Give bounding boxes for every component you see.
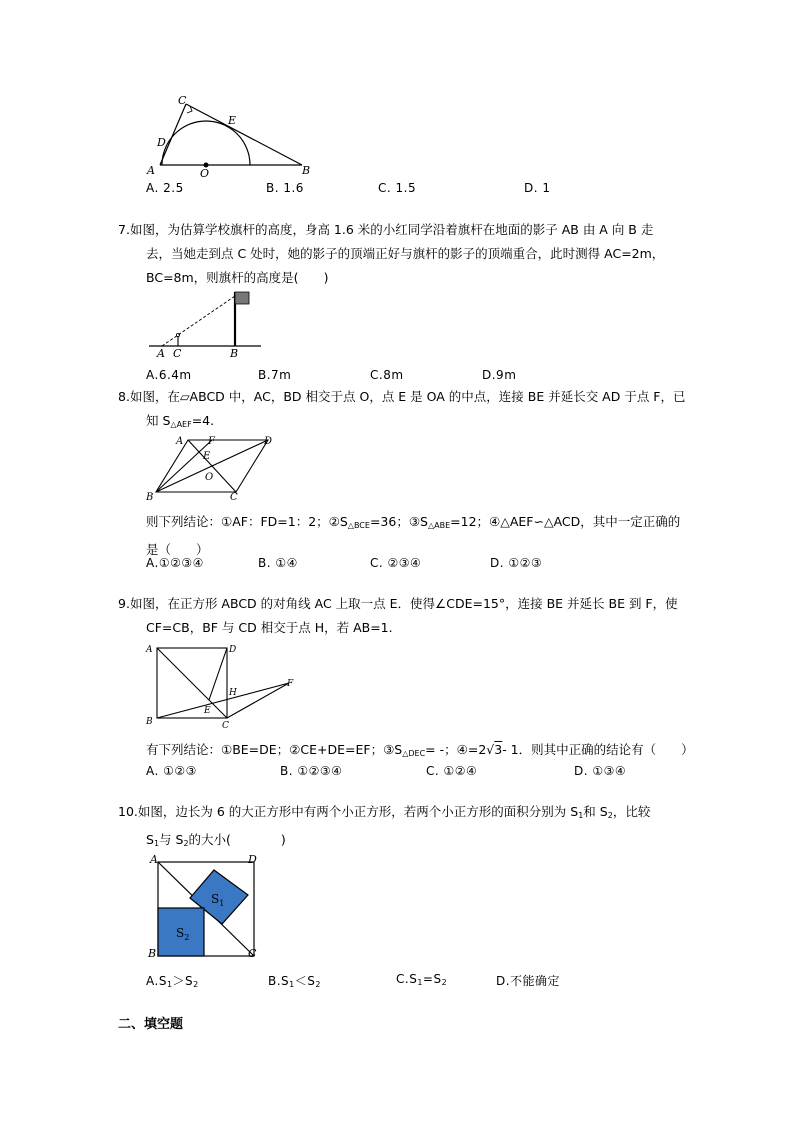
q7-text-line2: 去，当她走到点 C 处时，她的影子的顶端正好与旗杆的影子的顶端重合，此时测得 AC=2m，	[146, 246, 665, 261]
q8-text-line1: 如图，在▱ABCD 中，AC，BD 相交于点 O，点 E 是 OA 的中点，连接 BE 并延长交 AD 于点 F，已	[129, 389, 686, 404]
q9-label-d: D	[229, 645, 237, 655]
q9-number: 9.	[118, 596, 130, 611]
sqrt-icon: √	[486, 742, 495, 757]
q10-sub2: 2	[607, 811, 613, 820]
q8-subscript: △AEF	[170, 420, 192, 429]
q7-option-d[interactable]: D.9m	[482, 368, 517, 382]
q9-options	[146, 764, 666, 780]
q9-label-h: H	[229, 688, 237, 698]
q8-label-a: A	[176, 436, 184, 447]
q8-label-c: C	[230, 492, 238, 502]
q10-text-line2: S	[146, 832, 154, 847]
q9-text-line1: 如图，在正方形 ABCD 的对角线 AC 上取一点 E．使得∠CDE=15°，连接 BE 并延长 BE 到 F，使	[129, 596, 678, 611]
q7-options	[146, 368, 646, 384]
q8-label-f: F	[208, 436, 215, 447]
q8-label-e: E	[203, 451, 211, 462]
q6-option-d[interactable]: D. 1	[524, 181, 551, 195]
q8-conclusion-sub1: △BCE	[347, 521, 370, 530]
q8-conclusion-text3: =12；④△AEF∽△ACD，其中一定正确的	[450, 514, 681, 529]
q10-label-b: B	[148, 947, 157, 960]
q9-conclusion-text4: - 1．则其中正确的结论有（ ）	[502, 742, 694, 757]
q7-figure	[145, 288, 265, 360]
q10-option-d[interactable]: D.不能确定	[496, 974, 561, 988]
q10-text-line1: 如图，边长为 6 的大正方形中有两个小正方形，若两个小正方形的面积分别为 S	[137, 804, 579, 819]
q8-conclusion-line2: 是（ ）	[146, 542, 209, 557]
q10-line2-sub1: 1	[153, 839, 160, 848]
q10-label-c: C	[248, 947, 257, 960]
q9-option-d[interactable]: D. ①③④	[574, 764, 627, 778]
q10-label-s2: $S_2$	[176, 926, 190, 942]
q8-conclusions	[146, 510, 680, 562]
q8-option-d[interactable]: D. ①②③	[490, 556, 543, 570]
q8-conclusion-text: 则下列结论：①AF：FD=1：2；②S	[146, 514, 348, 529]
question-10	[118, 800, 650, 856]
q9-label-c: C	[222, 721, 229, 731]
q9-option-b[interactable]: B. ①②③④	[280, 764, 343, 778]
q6-label-e: E	[228, 114, 237, 127]
q10-label-d: D	[248, 853, 257, 866]
q8-text-line2-end: =4.	[191, 413, 215, 428]
q8-option-b[interactable]: B. ①④	[258, 556, 298, 570]
q7-number: 7.	[118, 222, 130, 237]
q6-label-c: C	[178, 94, 187, 107]
q9-label-b: B	[146, 717, 153, 727]
q8-label-d: D	[264, 436, 273, 447]
q7-text-line1: 如图，为估算学校旗杆的高度，身高 1.6 米的小红同学沿着旗杆在地面的影子 AB 由 A 向 B 走	[129, 222, 654, 237]
q6-label-a: A	[147, 164, 155, 177]
q6-label-d: D	[157, 136, 166, 149]
q9-conclusion-text: 有下列结论：①BE=DE；②CE+DE=EF；③S	[146, 742, 403, 757]
q7-label-a: A	[157, 347, 165, 360]
q9-conclusion-sub: △DEC	[402, 749, 426, 758]
q10-label-s1: $S_1$	[211, 892, 225, 908]
q7-text-line3: BC=8m，则旗杆的高度是( )	[146, 270, 329, 285]
q7-option-b[interactable]: B.7m	[258, 368, 292, 382]
q8-conclusion-text2: =36；③S	[369, 514, 428, 529]
q10-label-a: A	[150, 853, 158, 866]
q9-conclusion-text3: =2	[467, 742, 487, 757]
q10-text-end: ，比较	[612, 804, 651, 819]
q6-options	[146, 181, 646, 197]
q6-label-o: O	[200, 167, 210, 178]
q10-text-line2c: 的大小( )	[188, 832, 286, 847]
q10-option-a[interactable]: $A.S_1>S_2$	[146, 974, 199, 989]
q6-label-b: B	[302, 164, 311, 177]
q9-label-e: E	[204, 706, 211, 716]
q7-option-c[interactable]: C.8m	[370, 368, 404, 382]
q9-label-f: F	[287, 679, 294, 689]
question-9	[118, 592, 678, 640]
q10-options	[146, 972, 666, 988]
q10-option-c[interactable]: $C.S_1=S_2$	[396, 972, 448, 987]
q10-text-mid: 和 S	[583, 804, 608, 819]
q6-figure	[140, 92, 320, 178]
q8-label-b: B	[146, 492, 154, 502]
q9-label-a: A	[146, 645, 153, 655]
q9-figure	[143, 640, 303, 732]
q7-option-a[interactable]: A.6.4m	[146, 368, 192, 382]
q10-figure	[144, 850, 270, 962]
q8-option-c[interactable]: C. ②③④	[370, 556, 422, 570]
q10-number: 10.	[118, 804, 138, 819]
q8-number: 8.	[118, 389, 130, 404]
question-7	[118, 218, 664, 290]
q8-conclusion-sub2: △ABE	[427, 521, 451, 530]
q10-line2-sub2: 2	[183, 839, 189, 848]
q8-option-a[interactable]: A.①②③④	[146, 556, 204, 570]
q10-sub1: 1	[578, 811, 584, 820]
q6-option-b[interactable]: B. 1.6	[266, 181, 304, 195]
q9-conclusion-text2: = -；④	[425, 742, 468, 757]
q7-label-c: C	[173, 347, 182, 360]
q8-options	[146, 556, 646, 572]
q8-text-line2: 知 S	[146, 413, 171, 428]
q10-option-b[interactable]: $B.S_1<S_2$	[268, 974, 321, 989]
q9-option-c[interactable]: C. ①②④	[426, 764, 478, 778]
q9-text-line2: CF=CB，BF 与 CD 相交于点 H，若 AB=1.	[146, 620, 393, 635]
section-heading-fill-in: 二、填空题	[118, 1017, 184, 1032]
q7-label-b: B	[230, 347, 239, 360]
q6-option-c[interactable]: C. 1.5	[378, 181, 417, 195]
q10-text-line2b: 与 S	[159, 832, 184, 847]
q9-option-a[interactable]: A. ①②③	[146, 764, 197, 778]
q9-conclusions	[146, 738, 694, 766]
q8-label-o: O	[205, 472, 214, 483]
q8-figure	[140, 430, 280, 502]
q6-option-a[interactable]: A. 2.5	[146, 181, 184, 195]
q9-sqrt-arg: 3	[494, 742, 503, 757]
